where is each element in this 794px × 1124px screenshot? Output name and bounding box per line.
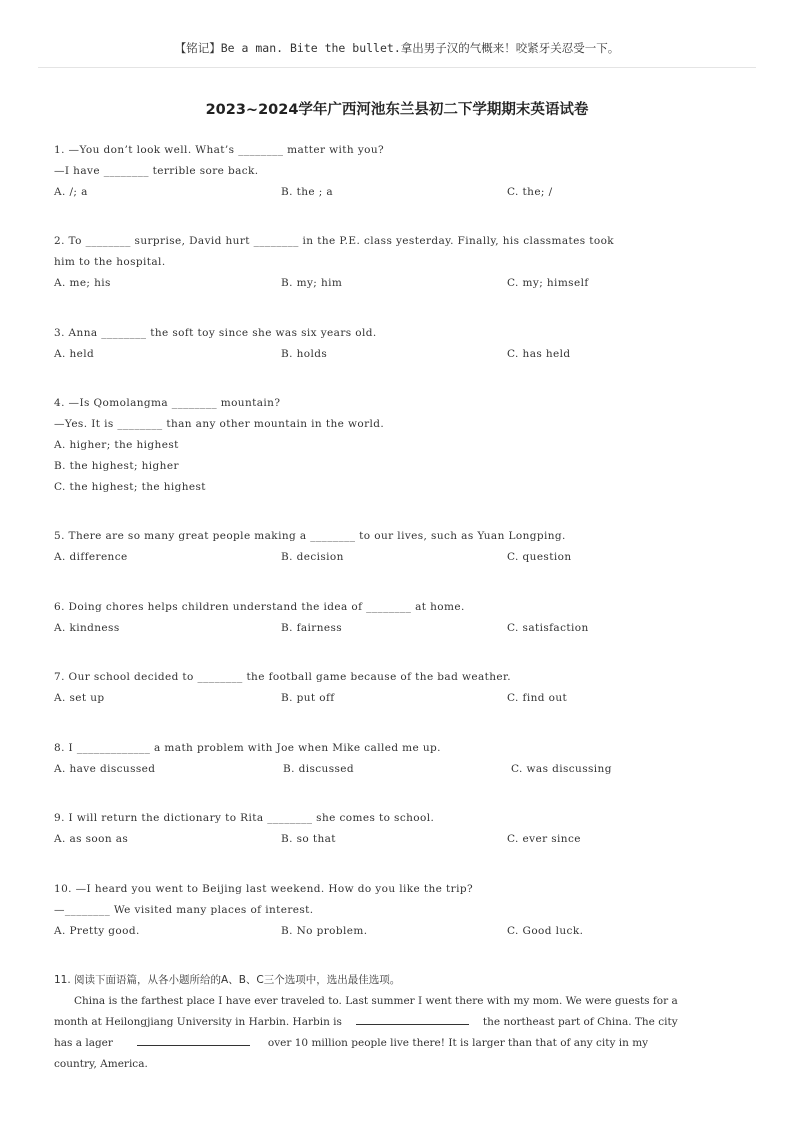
options-row <box>54 547 744 568</box>
option-a[interactable]: A. held <box>54 348 95 360</box>
options-row <box>54 182 744 203</box>
option-a[interactable]: A. /; a <box>54 186 88 198</box>
option-b[interactable]: B. so that <box>281 833 336 845</box>
option-a[interactable]: A. kindness <box>54 622 120 634</box>
question-stem: —________ We visited many places of interest. <box>54 904 314 916</box>
option-c[interactable]: C. satisfaction <box>507 622 589 634</box>
options-row <box>54 688 744 709</box>
question-6 <box>54 597 744 639</box>
question-3 <box>54 323 744 365</box>
reading-passage <box>54 970 744 1075</box>
question-stem: him to the hospital. <box>54 256 166 268</box>
answer-blank[interactable] <box>356 1013 469 1025</box>
question-stem: —I have ________ terrible sore back. <box>54 165 259 177</box>
options-row <box>54 759 744 780</box>
options-row <box>54 829 744 850</box>
passage-line: country, America. <box>54 1058 148 1070</box>
question-stem: 1. —You don’t look well. What’s ________ matter with you? <box>54 144 385 156</box>
question-9 <box>54 808 744 850</box>
passage-line <box>54 1012 744 1033</box>
question-stem: 9. I will return the dictionary to Rita ________ she comes to school. <box>54 812 435 824</box>
option-a[interactable]: A. Pretty good. <box>54 925 140 937</box>
passage-line: China is the farthest place I have ever traveled to. Last summer I went there with my mom. We were guests for a <box>74 995 678 1007</box>
option-b[interactable]: B. discussed <box>283 763 355 775</box>
question-10 <box>54 879 744 942</box>
reading-instruction: 11. 阅读下面语篇，从各小题所给的A、B、C三个选项中，选出最佳选项。 <box>54 974 401 986</box>
option-b[interactable]: B. decision <box>281 551 344 563</box>
question-stem: 2. To ________ surprise, David hurt ________ in the P.E. class yesterday. Finally, his classmates took <box>54 235 615 247</box>
option-c[interactable]: C. the; / <box>507 186 553 198</box>
passage-text: month at Heilongjiang University in Harbin. Harbin is <box>54 1016 342 1028</box>
question-stem: 7. Our school decided to ________ the football game because of the bad weather. <box>54 671 512 683</box>
option-b[interactable]: B. my; him <box>281 277 343 289</box>
option-c[interactable]: C. has held <box>507 348 571 360</box>
passage-line <box>54 1033 744 1054</box>
question-4 <box>54 393 744 498</box>
option-c[interactable]: C. my; himself <box>507 277 589 289</box>
options-row <box>54 921 744 942</box>
header-divider <box>38 67 756 68</box>
question-stem: —Yes. It is ________ than any other mountain in the world. <box>54 418 385 430</box>
answer-blank[interactable] <box>137 1034 250 1046</box>
option-c[interactable]: C. find out <box>507 692 568 704</box>
option-b[interactable]: B. put off <box>281 692 335 704</box>
question-5 <box>54 526 744 568</box>
option-c[interactable]: C. ever since <box>507 833 581 845</box>
question-stem: 6. Doing chores helps children understand the idea of ________ at home. <box>54 601 465 613</box>
options-row <box>54 273 744 294</box>
option-a[interactable]: A. as soon as <box>54 833 129 845</box>
option-a[interactable]: A. higher; the highest <box>54 439 179 451</box>
motto-banner: 【铭记】Be a man. Bite the bullet.拿出男子汉的气概来！咬紧牙关忍受一下。 <box>174 41 620 55</box>
question-stem: 10. —I heard you went to Beijing last weekend. How do you like the trip? <box>54 883 473 895</box>
option-a[interactable]: A. difference <box>54 551 128 563</box>
option-c[interactable]: C. Good luck. <box>507 925 584 937</box>
option-b[interactable]: B. fairness <box>281 622 343 634</box>
question-7 <box>54 667 744 709</box>
question-8 <box>54 738 744 780</box>
option-b[interactable]: B. the highest; higher <box>54 460 179 472</box>
option-a[interactable]: A. have discussed <box>54 763 156 775</box>
passage-text: has a lager <box>54 1037 113 1049</box>
question-1 <box>54 140 744 203</box>
options-row <box>54 344 744 365</box>
question-stem: 5. There are so many great people making a ________ to our lives, such as Yuan Longping. <box>54 530 566 542</box>
option-a[interactable]: A. me; his <box>54 277 111 289</box>
option-b[interactable]: B. holds <box>281 348 328 360</box>
passage-text: over 10 million people live there! It is larger than that of any city in my <box>267 1037 649 1049</box>
question-stem: 8. I _____________ a math problem with Joe when Mike called me up. <box>54 742 441 754</box>
question-stem: 4. —Is Qomolangma ________ mountain? <box>54 397 281 409</box>
question-stem: 3. Anna ________ the soft toy since she was six years old. <box>54 327 377 339</box>
page-title: 2023~2024学年广西河池东兰县初二下学期期末英语试卷 <box>205 102 589 118</box>
option-c[interactable]: C. was discussing <box>511 763 612 775</box>
option-b[interactable]: B. No problem. <box>281 925 368 937</box>
option-c[interactable]: C. the highest; the highest <box>54 481 206 493</box>
options-row <box>54 618 744 639</box>
passage-text: the northeast part of China. The city <box>482 1016 678 1028</box>
option-c[interactable]: C. question <box>507 551 572 563</box>
option-a[interactable]: A. set up <box>54 692 105 704</box>
question-2 <box>54 231 744 294</box>
option-b[interactable]: B. the ; a <box>281 186 334 198</box>
